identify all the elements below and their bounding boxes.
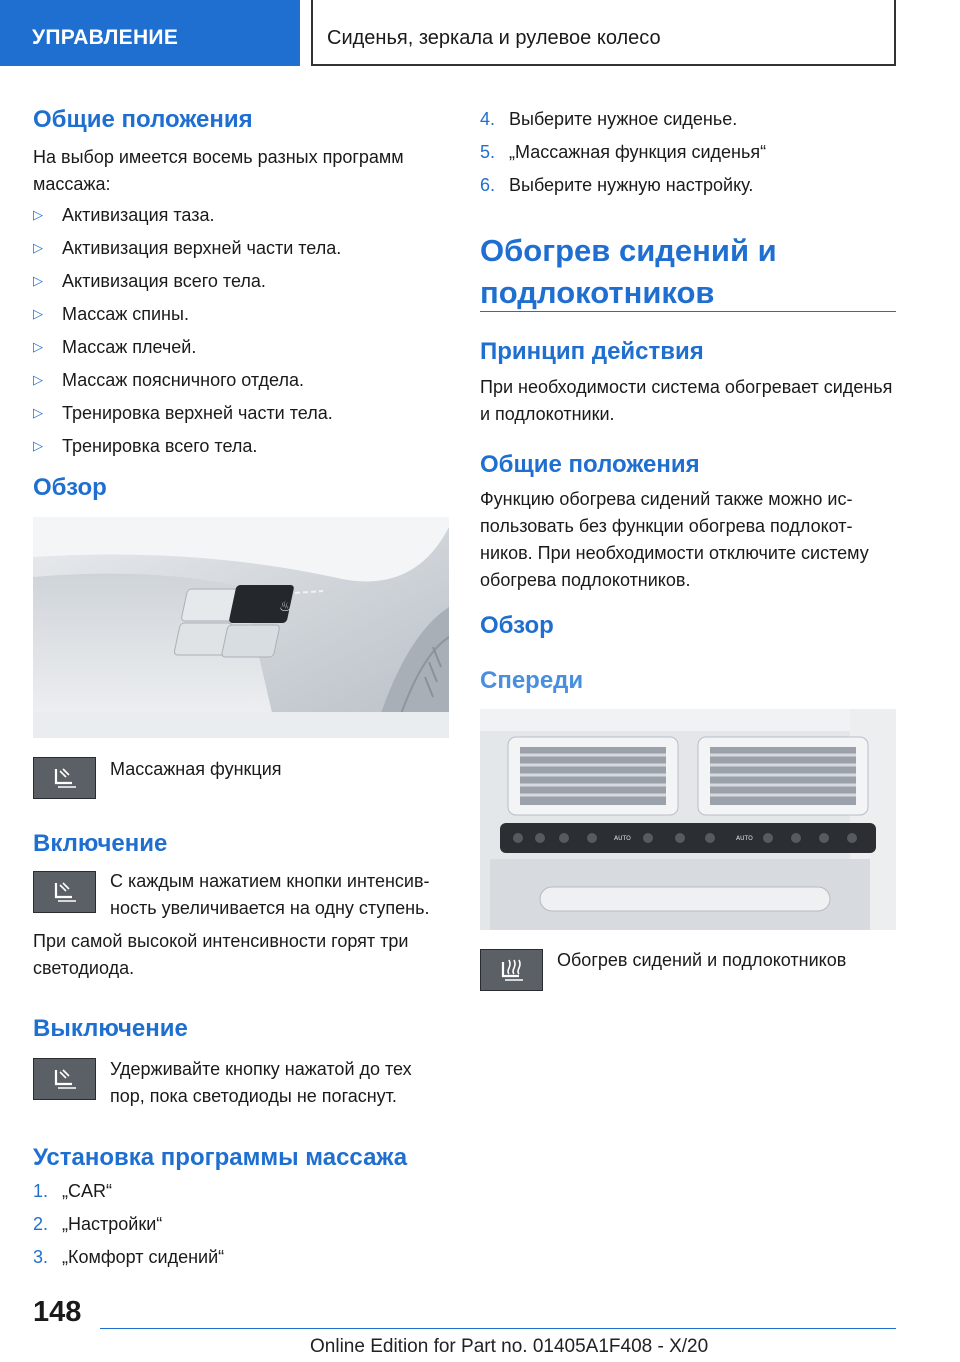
chapter-title: Сиденья, зеркала и рулевое колесо [311,0,896,66]
on-text: С каждым нажатием кнопки интенсивность увеличивается на одну ступень. [110,871,430,918]
massage-icon [33,757,96,799]
heating-heading: Обогрев сидений и подлокотников [480,233,777,310]
overview-heading: Обзор [480,612,554,639]
massage-button-icon [33,871,96,913]
step-item: 1. „CAR“ [33,1181,112,1201]
list-item: ▷ Активизация всего тела. [33,267,266,295]
on-heading: Включение [33,830,168,857]
bullet-triangle-icon: ▷ [33,207,43,222]
step-item: 4. Выберите нужное сиденье. [480,109,738,129]
list-item: ▷ Массаж поясничного отдела. [33,366,304,394]
heading-rule [480,311,896,312]
massage-button-icon [33,1058,96,1100]
bullet-triangle-icon: ▷ [33,405,43,420]
massage-icon-caption: Массажная функция [110,759,282,779]
list-item: ▷ Активизация верхней части тела. [33,234,341,262]
seat-heating-icon [480,949,543,991]
section-tab: УПРАВЛЕНИЕ [0,0,300,66]
off-text: Удерживайте кнопку нажатой до тех пор, пока светодиоды не погаснут. [110,1059,412,1106]
overview-heading: Обзор [33,474,107,501]
general-heading: Общие положения [33,106,253,133]
auto-label: AUTO [736,835,753,842]
step-item: 3. „Комфорт сидений“ [33,1247,225,1267]
step-item: 6. Выберите нужную настройку. [480,175,754,195]
svg-text:♨: ♨ [279,599,292,615]
principle-text: При необходимости система обогревает сиденья и подлокотники. [480,377,893,424]
off-heading: Выключение [33,1015,188,1042]
auto-label: AUTO [614,835,631,842]
step-item: 5. „Массажная функция сиденья“ [480,142,767,162]
bullet-triangle-icon: ▷ [33,273,43,288]
bullet-triangle-icon: ▷ [33,438,43,453]
on-note: При самой высокой интенсивности горят три светодиода. [33,931,409,978]
bullet-triangle-icon: ▷ [33,240,43,255]
general-text: Функцию обогрева сидений также можно использовать без функции обогрева подлокотников. При необходимости отключите систему обогрева подлокотников. [480,489,869,590]
general-intro: На выбор имеется восемь разных программ массажа: [33,147,404,194]
bullet-triangle-icon: ▷ [33,306,43,321]
list-item: ▷ Тренировка всего тела. [33,432,257,460]
step-item: 2. „Настройки“ [33,1214,163,1234]
bullet-triangle-icon: ▷ [33,372,43,387]
door-panel-photo [33,517,449,738]
bullet-triangle-icon: ▷ [33,339,43,354]
list-item: ▷ Тренировка верхней части тела. [33,399,333,427]
setup-heading: Установка программы массажа [33,1144,408,1171]
general-heading: Общие положения [480,451,700,478]
seat-heating-caption: Обогрев сидений и подлокотников [557,950,847,970]
list-item: ▷ Массаж спины. [33,300,189,328]
list-item: ▷ Массаж плечей. [33,333,196,361]
principle-heading: Принцип действия [480,338,704,365]
climate-panel-photo [480,709,896,930]
page-number: 148 [33,1296,82,1328]
footer-rule [100,1328,896,1329]
front-heading: Спереди [480,667,584,694]
footer-edition: Online Edition for Part no. 01405A1F408 - X/20 [310,1336,709,1357]
list-item: ▷ Активизация таза. [33,201,215,229]
